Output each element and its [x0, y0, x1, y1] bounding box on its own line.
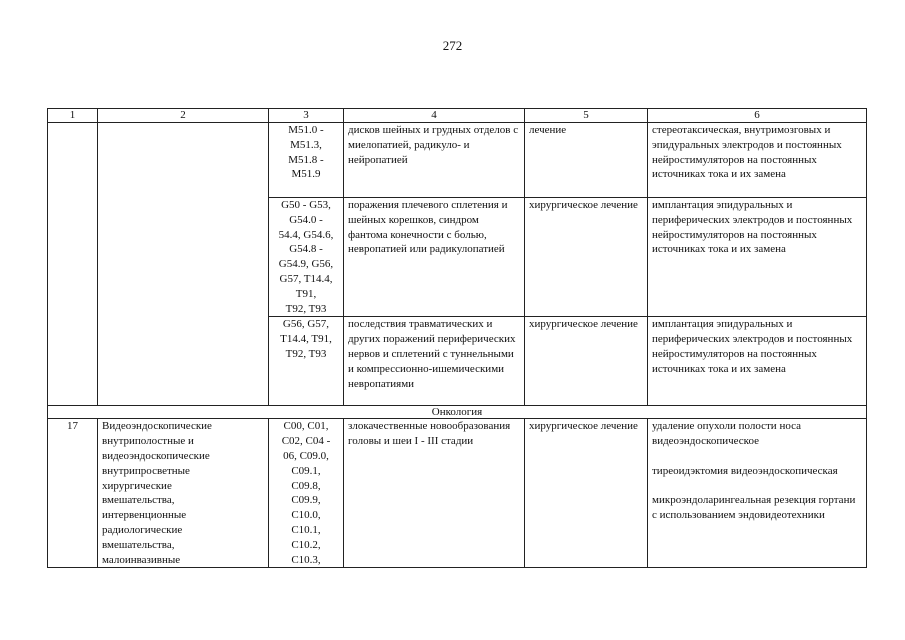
row-number-cell: [48, 123, 98, 406]
page-number: 272: [442, 38, 463, 53]
header-col-5: 5: [525, 109, 648, 123]
header-col-3: 3: [269, 109, 344, 123]
treatment-method-cell: удаление опухоли полости носа видеоэндоскопическое тиреоидэктомия видеоэндоскопическая микроэндоларингеальная резекция гортани с использованием эндовидеотехники: [648, 419, 867, 568]
treatment-method-cell: имплантация эпидуральных и периферических электродов и постоянных нейростимуляторов на постоянных источниках тока и их замена: [648, 317, 867, 406]
header-col-4: 4: [344, 109, 525, 123]
table-row: [48, 123, 867, 198]
care-type-cell: Видеоэндоскопические внутриполостные и видеоэндоскопические внутрипросветные хирургические вмешательства, интервенционные радиологические вмешательства, малоинвазивные: [98, 419, 269, 568]
treatment-type-cell: хирургическое лечение: [525, 419, 648, 568]
treatment-method-cell: стереотаксическая, внутримозговых и эпидуральных электродов и постоянных нейростимуляторов на постоянных источниках тока и их замена: [648, 123, 867, 198]
header-col-1: 1: [48, 109, 98, 123]
section-row: [48, 406, 867, 419]
table-row: [48, 419, 867, 568]
patient-model-cell: поражения плечевого сплетения и шейных корешков, синдром фантома конечности с болью, невропатией или радикулопатией: [344, 198, 525, 317]
treatment-type-cell: лечение: [525, 123, 648, 198]
icd-codes-cell: G50 - G53, G54.0 - 54.4, G54.6, G54.8 - G54.9, G56, G57, T14.4, T91, T92, T93: [269, 198, 344, 317]
section-title: Онкология: [48, 406, 867, 419]
icd-codes-cell: G56, G57, T14.4, T91, T92, T93: [269, 317, 344, 406]
treatment-method-cell: имплантация эпидуральных и периферических электродов и постоянных нейростимуляторов на постоянных источниках тока и их замена: [648, 198, 867, 317]
header-col-2: 2: [98, 109, 269, 123]
table-header-row: [48, 109, 867, 123]
patient-model-cell: последствия травматических и других поражений периферических нервов и сплетений с туннельными и компрессионно-ишемическими невропатиями: [344, 317, 525, 406]
patient-model-cell: злокачественные новообразования головы и шеи I - III стадии: [344, 419, 525, 568]
care-type-cell: [98, 123, 269, 406]
icd-codes-cell: C00, C01, C02, C04 - 06, C09.0, C09.1, C09.8, C09.9, C10.0, C10.1, C10.2, C10.3,: [269, 419, 344, 568]
patient-model-cell: дисков шейных и грудных отделов с миелопатией, радикуло- и нейропатией: [344, 123, 525, 198]
icd-codes-cell: M51.0 - M51.3, M51.8 - M51.9: [269, 123, 344, 198]
header-col-6: 6: [648, 109, 867, 123]
medical-care-table: [47, 108, 867, 568]
treatment-type-cell: хирургическое лечение: [525, 198, 648, 317]
treatment-type-cell: хирургическое лечение: [525, 317, 648, 406]
row-number-cell: 17: [48, 419, 98, 568]
